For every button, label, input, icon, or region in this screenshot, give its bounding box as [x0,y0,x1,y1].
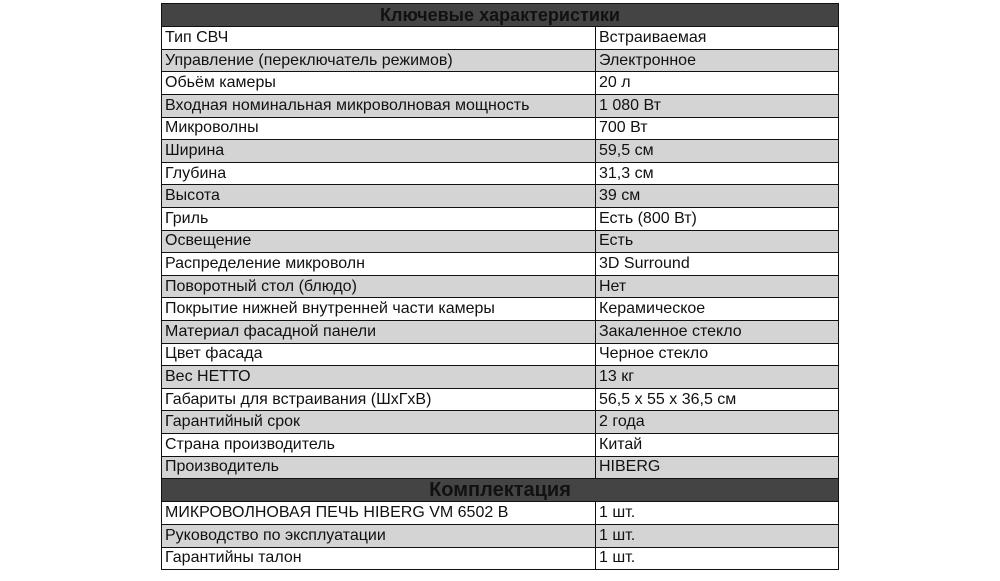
key-specs-label: Производитель [162,456,596,479]
key-specs-value: Есть (800 Вт) [596,208,839,231]
key-specs-value: HIBERG [596,456,839,479]
key-specs-row [162,185,839,208]
key-specs-value: Китай [596,433,839,456]
key-specs-row [162,162,839,185]
key-specs-value: Керамическое [596,298,839,321]
package-label: Руководство по эксплуатации [162,525,596,548]
key-specs-value: 2 года [596,411,839,434]
key-specs-row [162,27,839,50]
key-specs-label: Распределение микроволн [162,253,596,276]
key-specs-label: Освещение [162,230,596,253]
package-title: Комплектация [162,479,839,502]
key-specs-label: Обьём камеры [162,72,596,95]
key-specs-label: Материал фасадной панели [162,321,596,344]
package-header-row [162,479,839,502]
key-specs-label: Гарантийный срок [162,411,596,434]
key-specs-value: 700 Вт [596,117,839,140]
key-specs-row [162,230,839,253]
package-row [162,502,839,525]
key-specs-label: Вес НЕТТО [162,366,596,389]
key-specs-value: Нет [596,275,839,298]
package-row [162,547,839,570]
key-specs-label: Глубина [162,162,596,185]
key-specs-row [162,321,839,344]
package-value: 1 шт. [596,547,839,570]
key-specs-label: Покрытие нижней внутренней части камеры [162,298,596,321]
key-specs-header-row [162,4,839,27]
key-specs-row [162,433,839,456]
specifications-body [162,4,839,570]
key-specs-row [162,298,839,321]
key-specs-row [162,411,839,434]
key-specs-value: 3D Surround [596,253,839,276]
package-value: 1 шт. [596,502,839,525]
key-specs-row [162,117,839,140]
key-specs-value: Встраиваемая [596,27,839,50]
package-label: Гарантийны талон [162,547,596,570]
key-specs-value: 39 см [596,185,839,208]
key-specs-row [162,253,839,276]
key-specs-value: Электронное [596,49,839,72]
key-specs-label: Микроволны [162,117,596,140]
key-specs-row [162,72,839,95]
key-specs-label: Ширина [162,140,596,163]
key-specs-value: Черное стекло [596,343,839,366]
key-specs-value: 20 л [596,72,839,95]
key-specs-row [162,456,839,479]
key-specs-value: 59,5 см [596,140,839,163]
key-specs-label: Поворотный стол (блюдо) [162,275,596,298]
key-specs-row [162,49,839,72]
key-specs-label: Страна производитель [162,433,596,456]
key-specs-value: 13 кг [596,366,839,389]
package-value: 1 шт. [596,525,839,548]
key-specs-value: Закаленное стекло [596,321,839,344]
key-specs-label: Высота [162,185,596,208]
key-specs-value: 1 080 Вт [596,95,839,118]
key-specs-row [162,388,839,411]
key-specs-value: 31,3 см [596,162,839,185]
key-specs-row [162,366,839,389]
key-specs-value: Есть [596,230,839,253]
key-specs-row [162,95,839,118]
key-specs-label: Габариты для встраивания (ШхГхВ) [162,388,596,411]
key-specs-row [162,140,839,163]
key-specs-label: Тип СВЧ [162,27,596,50]
key-specs-label: Цвет фасада [162,343,596,366]
key-specs-row [162,208,839,231]
package-label: МИКРОВОЛНОВАЯ ПЕЧЬ HIBERG VM 6502 B [162,502,596,525]
key-specs-value: 56,5 х 55 х 36,5 см [596,388,839,411]
key-specs-title: Ключевые характеристики [162,4,839,27]
key-specs-label: Управление (переключатель режимов) [162,49,596,72]
package-row [162,525,839,548]
key-specs-row [162,343,839,366]
specifications-table [161,3,839,570]
key-specs-label: Входная номинальная микроволновая мощность [162,95,596,118]
key-specs-row [162,275,839,298]
key-specs-label: Гриль [162,208,596,231]
